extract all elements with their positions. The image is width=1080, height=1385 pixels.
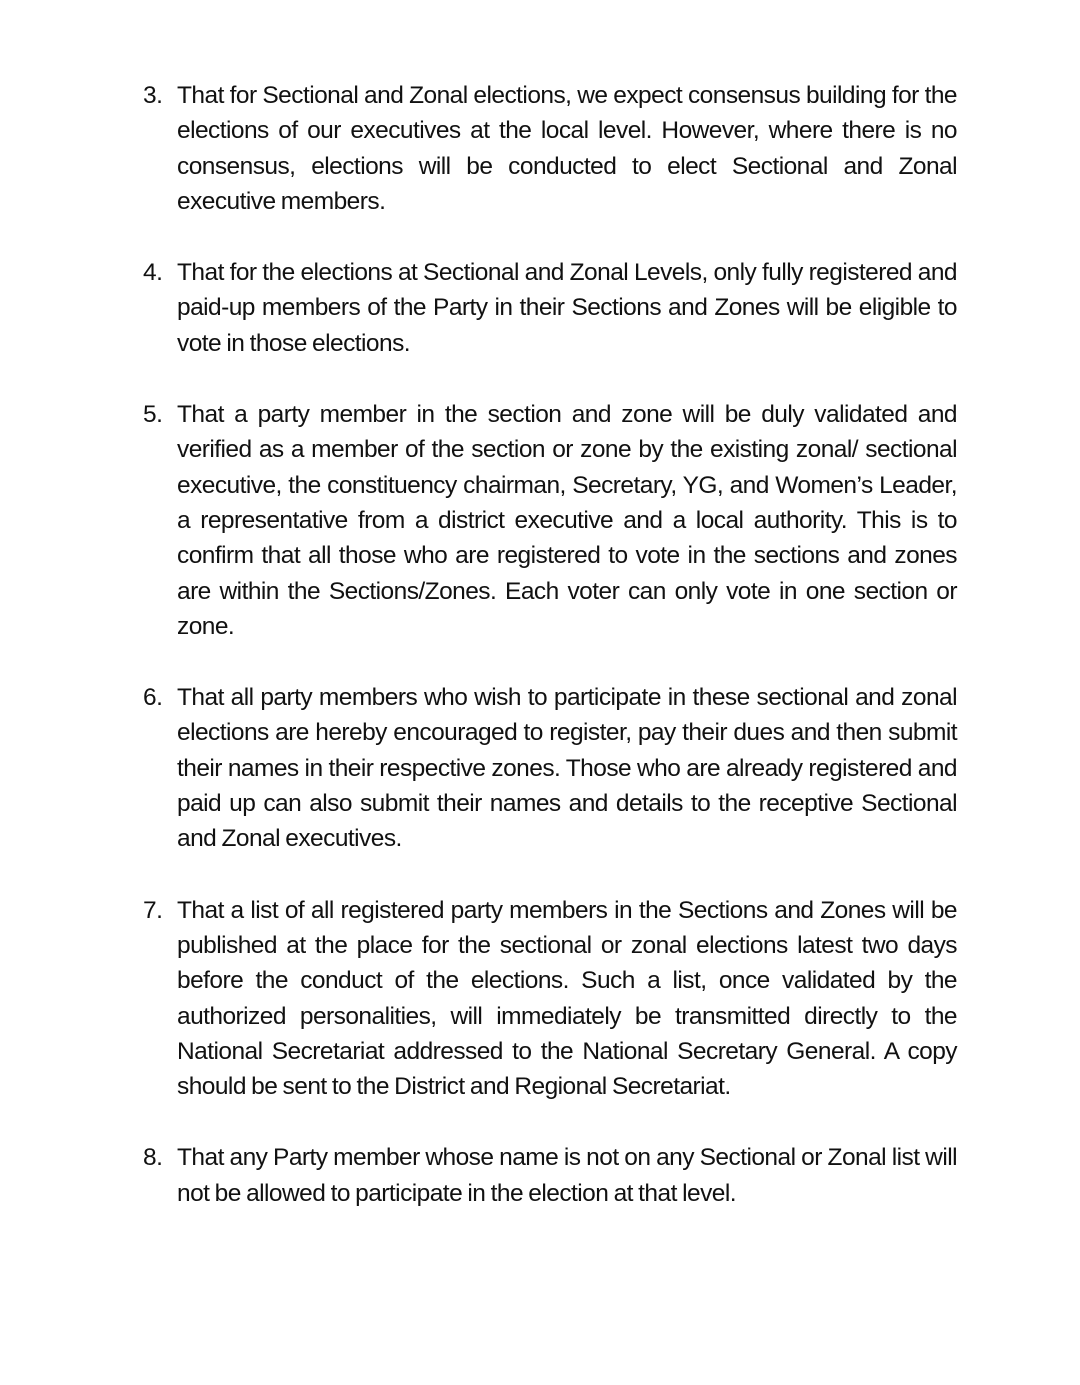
paragraph-text: That a party member in the section and zone will be duly validated and verified as a member of the section or zone by the existing zonal/ sectional executive, the constituency chairman, Secretary, YG, and Women’s Leader, a representative from a district executive and a local authority. This is to confirm that all those who are registered to vote in the sections and zones are within the Sections/Zones. Each voter can only vote in one section or zone. bbox=[177, 401, 957, 640]
paragraph-text: That a list of all registered party members in the Sections and Zones will be published at the place for the sectional or zonal elections latest two days before the conduct of the elections. Such a list, once validated by the authorized personalities, will immediately be transmitted directly to the National Secretariat addressed to the National Secretary General. A copy should be sent to the District and Regional Secretariat. bbox=[177, 896, 957, 1101]
paragraph-number: 7. bbox=[143, 896, 163, 924]
paragraph-text: That all party members who wish to participate in these sectional and zonal elections are hereby encouraged to register, pay their dues and then submit their names in their respective zones. Those who are already registered and paid up can also submit their names and details to the receptive Sectional and Zonal executives. bbox=[177, 684, 957, 853]
numbered-paragraph-7 bbox=[143, 893, 957, 1105]
numbered-paragraph-4 bbox=[143, 255, 957, 361]
numbered-paragraph-5 bbox=[143, 397, 957, 644]
numbered-paragraph-3 bbox=[143, 78, 957, 219]
paragraph-number: 4. bbox=[143, 259, 163, 287]
paragraph-number: 3. bbox=[143, 82, 163, 109]
numbered-paragraph-8 bbox=[143, 1140, 957, 1211]
paragraph-number: 5. bbox=[143, 401, 163, 429]
paragraph-number: 8. bbox=[143, 1144, 163, 1172]
paragraph-number: 6. bbox=[143, 684, 163, 712]
paragraph-text: That for Sectional and Zonal elections, we expect consensus building for the elections of our executives at the local level. However, where there is no consensus, elections will be conducted to elect Sectional and Zonal executive members. bbox=[177, 82, 957, 215]
numbered-paragraph-6 bbox=[143, 680, 957, 856]
paragraph-text: That any Party member whose name is not on any Sectional or Zonal list will not be allowed to participate in the election at that level. bbox=[177, 1144, 957, 1207]
paragraph-text: That for the elections at Sectional and Zonal Levels, only fully registered and paid-up members of the Party in their Sections and Zones will be eligible to vote in those elections. bbox=[177, 259, 957, 357]
document-page bbox=[143, 78, 957, 1247]
